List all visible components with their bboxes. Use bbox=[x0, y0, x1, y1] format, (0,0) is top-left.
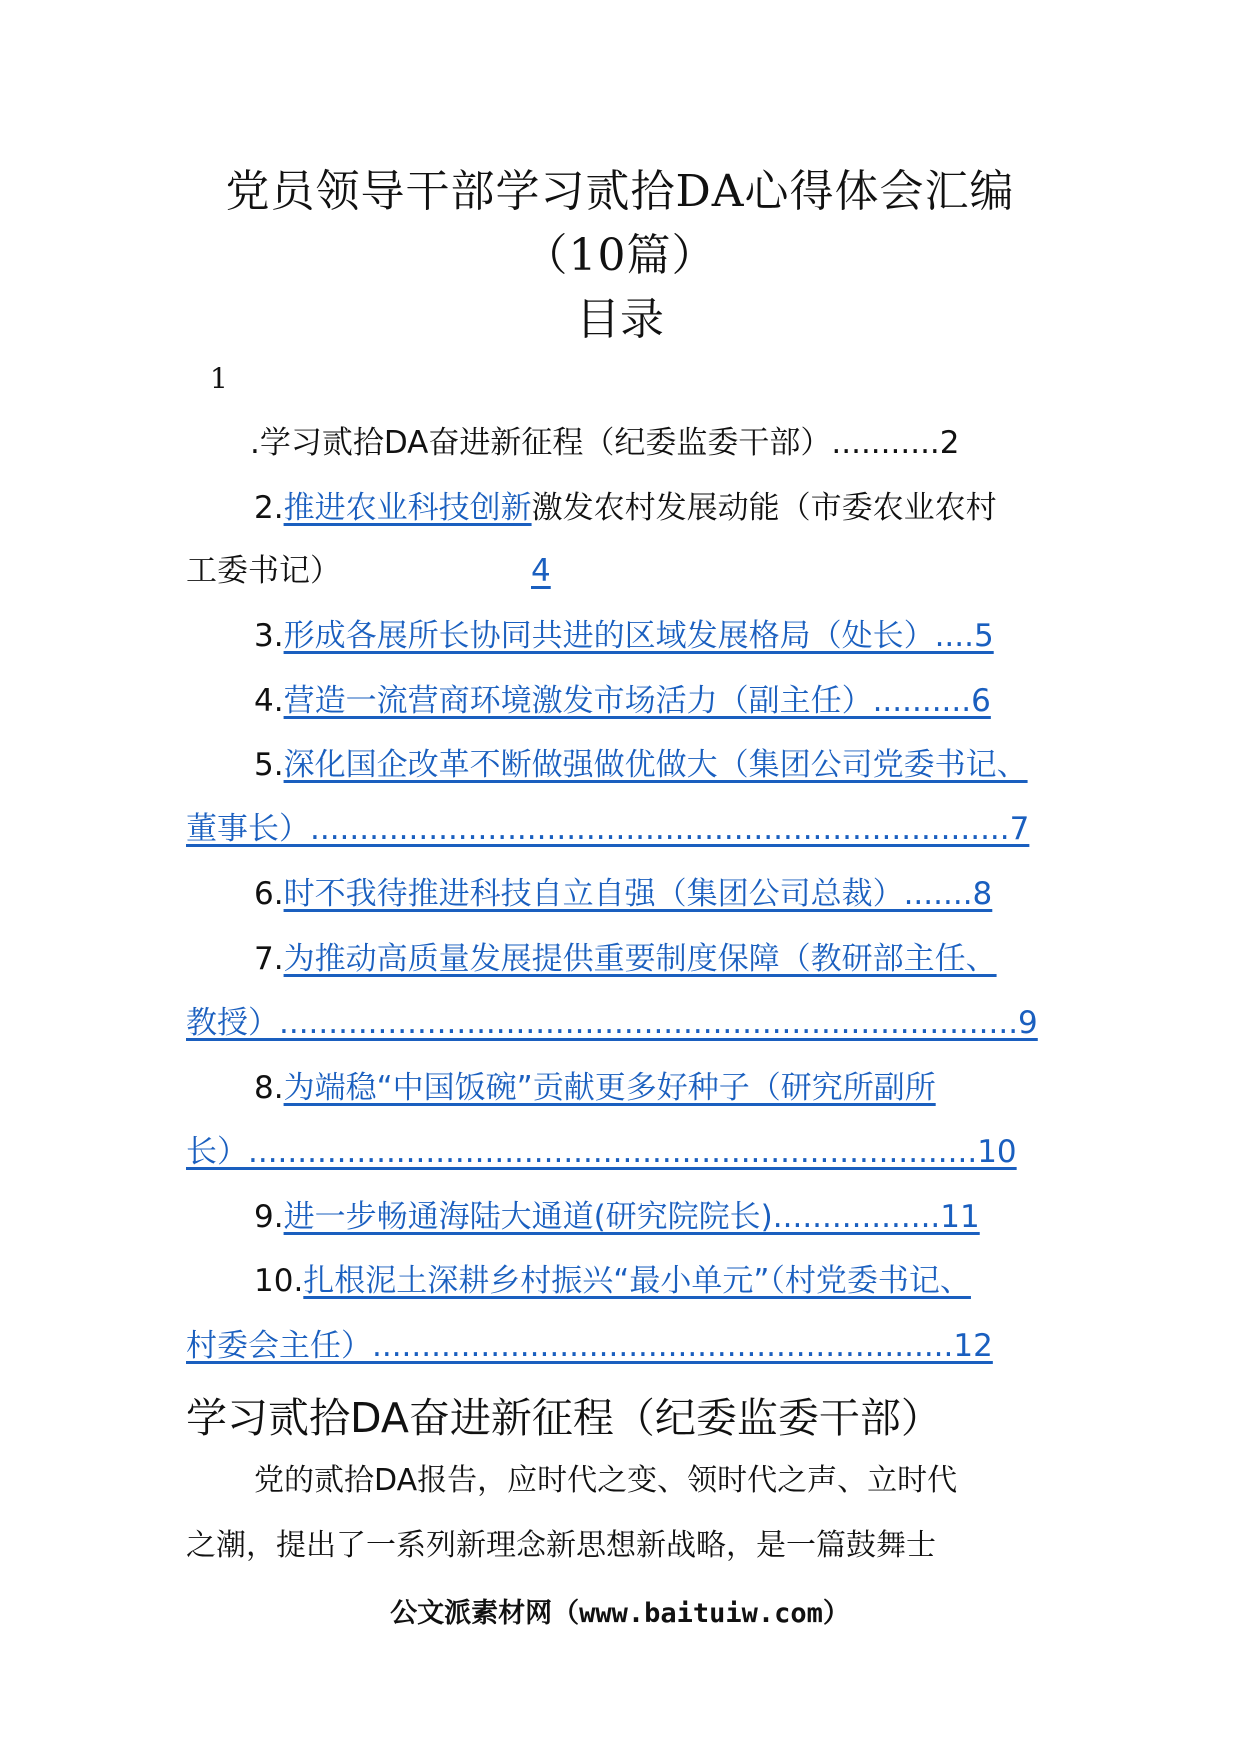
toc-item-2-link[interactable]: 推进农业科技创新 bbox=[283, 490, 532, 526]
toc-item-4 bbox=[254, 676, 991, 726]
toc-item-2-page-link[interactable] bbox=[341, 553, 551, 589]
toc-item-10-link[interactable]: 扎根泥土深耕乡村振兴“最小单元”（村党委书记、 bbox=[303, 1263, 971, 1299]
paragraph-line-1: 党的贰拾DA报告，应时代之变、领时代之声、立时代 bbox=[254, 1463, 958, 1498]
paragraph-line-2: 之潮，提出了一系列新理念新思想新战略，是一篇鼓舞士 bbox=[186, 1528, 936, 1563]
toc-item-10-continued bbox=[186, 1321, 993, 1371]
toc-item-2-text: 激发农村发展动能（市委农业农村 bbox=[531, 490, 997, 526]
toc-item-2 bbox=[254, 483, 997, 533]
toc-item-2-text-line2: 工委书记） bbox=[186, 553, 341, 589]
toc-item-8-link[interactable]: 为端稳“中国饭碗”贡献更多好种子（研究所副所 bbox=[283, 1070, 936, 1106]
toc-item-7-link[interactable]: 为推动高质量发展提供重要制度保障（教研部主任、 bbox=[283, 941, 997, 977]
footer-watermark: 公文派素材网（www.baituiw.com） bbox=[390, 1598, 850, 1629]
toc-item-5-link[interactable]: 深化国企改革不断做强做优做大（集团公司党委书记、 bbox=[283, 747, 1028, 783]
toc-item-9-number: 9. bbox=[254, 1199, 284, 1235]
toc-item-2-number: 2. bbox=[254, 490, 284, 526]
toc-item-10 bbox=[254, 1256, 971, 1306]
toc-item-8 bbox=[254, 1063, 936, 1113]
toc-item-10-link-line2[interactable]: 村委会主任）...........................................................12 bbox=[186, 1328, 993, 1364]
toc-item-3-number: 3. bbox=[254, 618, 284, 654]
toc-item-5 bbox=[254, 740, 1028, 790]
toc-item-9-link[interactable]: 进一步畅通海陆大通道(研究院院长).................11 bbox=[283, 1199, 980, 1235]
toc-item-10-number: 10. bbox=[254, 1263, 304, 1299]
toc-item-3 bbox=[254, 611, 994, 661]
document-title-line1: 党员领导干部学习贰拾DA心得体会汇编 bbox=[225, 166, 1015, 217]
toc-item-4-link[interactable]: 营造一流营商环境激发市场活力（副主任）..........6 bbox=[283, 683, 991, 719]
toc-item-8-continued bbox=[186, 1127, 1017, 1177]
toc-item-6-link[interactable]: 时不我待推进科技自立自强（集团公司总裁）.......8 bbox=[283, 876, 993, 912]
toc-item-6 bbox=[254, 869, 992, 919]
toc-item-7 bbox=[254, 934, 997, 984]
toc-item-7-number: 7. bbox=[254, 941, 284, 977]
document-title-line2: （10篇） bbox=[523, 230, 717, 281]
toc-item-2-continued bbox=[186, 546, 551, 596]
toc-item-8-number: 8. bbox=[254, 1070, 284, 1106]
toc-item-4-number: 4. bbox=[254, 683, 284, 719]
toc-heading: 目录 bbox=[576, 294, 664, 345]
toc-item-8-link-line2[interactable]: 长）..........................................................................10 bbox=[186, 1134, 1017, 1170]
section-title: 学习贰拾DA奋进新征程（纪委监委干部） bbox=[186, 1394, 942, 1442]
toc-item-9 bbox=[254, 1192, 980, 1242]
toc-item-3-link[interactable]: 形成各展所长协同共进的区域发展格局（处长）....5 bbox=[283, 618, 994, 654]
toc-item-5-number: 5. bbox=[254, 747, 284, 783]
toc-item-2-page: 4 bbox=[531, 553, 551, 589]
toc-item-7-link-line2[interactable]: 教授）...........................................................................9 bbox=[186, 1005, 1038, 1041]
toc-item-1: .学习贰拾DA奋进新征程（纪委监委干部）...........2 bbox=[250, 425, 960, 461]
page-marker: 1 bbox=[210, 362, 228, 395]
toc-item-6-number: 6. bbox=[254, 876, 284, 912]
toc-item-7-continued bbox=[186, 998, 1038, 1048]
toc-item-5-link-line2[interactable]: 董事长）.......................................................................7 bbox=[186, 811, 1030, 847]
toc-item-5-continued bbox=[186, 804, 1029, 854]
